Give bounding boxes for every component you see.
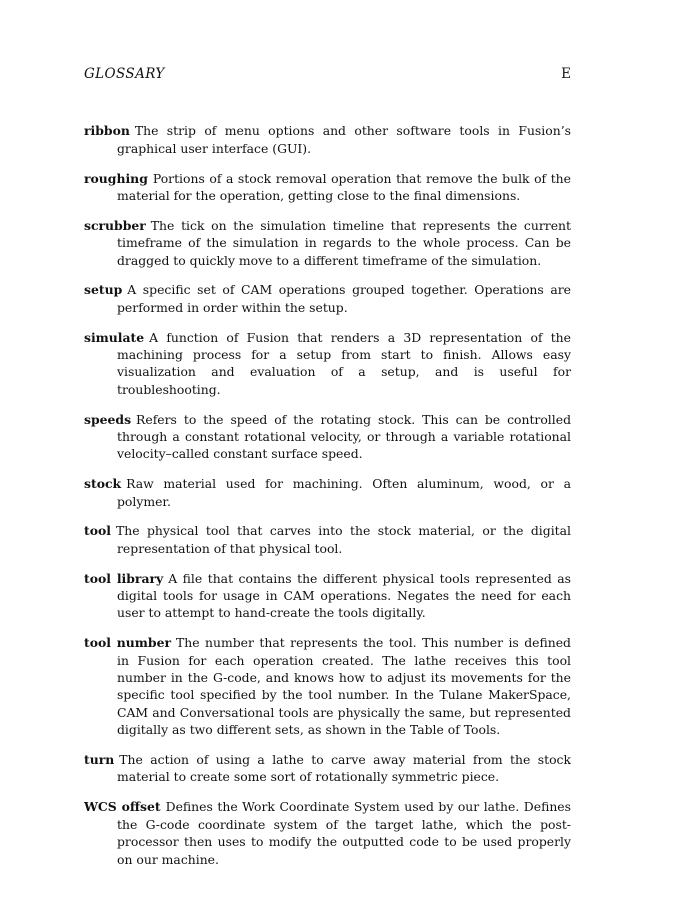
glossary-term: tool library	[84, 570, 164, 586]
glossary-definition: Refers to the speed of the rotating stock. This can be controlled through a constant rotational velocity, or through a variable rotational velocity–called constant surface speed.	[117, 411, 571, 462]
glossary-entry-ribbon	[84, 122, 571, 157]
glossary-definition: Raw material used for machining. Often aluminum, wood, or a polymer.	[117, 476, 571, 509]
glossary-entry-speeds	[84, 411, 571, 463]
glossary-term: tool	[84, 523, 111, 539]
glossary-entry-scrubber	[84, 217, 571, 269]
glossary-entry-simulate	[84, 329, 571, 399]
glossary-entry-tool-number	[84, 634, 571, 738]
glossary-term: speeds	[84, 411, 132, 427]
glossary-definition: Defines the Work Coordinate System used by our lathe. Defines the G-code coordinate system of the target lathe, which the post-processor then uses to modify the outputted code to be used properly on our machine.	[117, 799, 572, 867]
page-letter: E	[561, 66, 571, 82]
glossary-definition: A file that contains the different physical tools represented as digital tools for usage in CAM operations. Negates the need for each user to attempt to hand-create the tools digitally.	[117, 570, 571, 621]
glossary-definition: A function of Fusion that renders a 3D representation of the machining process for a setup from start to finish. Allows easy visualization and evaluation of a setup, and is useful for troubleshooting.	[117, 329, 571, 397]
glossary-definition: The action of using a lathe to carve away material from the stock material to create some sort of rotationally symmetric piece.	[117, 752, 571, 785]
glossary-entry-tool	[84, 522, 571, 557]
glossary-definition: The strip of menu options and other software tools in Fusion’s graphical user interface (GUI).	[117, 123, 571, 156]
glossary-term: turn	[84, 752, 115, 768]
glossary-entry-roughing	[84, 170, 571, 205]
glossary-term: setup	[84, 282, 123, 298]
glossary-definition: The physical tool that carves into the stock material, or the digital representation of that physical tool.	[115, 523, 571, 556]
glossary-term: tool number	[84, 635, 171, 651]
glossary-entry-turn	[84, 751, 571, 786]
running-header	[84, 66, 571, 86]
glossary-definition: A specific set of CAM operations grouped together. Operations are performed in order within the setup.	[117, 282, 571, 315]
glossary-term: WCS offset	[84, 799, 161, 815]
glossary-entry-setup	[84, 281, 571, 316]
glossary-entry-tool-library	[84, 570, 571, 622]
glossary-term: ribbon	[84, 123, 130, 139]
glossary-term: stock	[84, 476, 122, 492]
glossary-list	[84, 110, 571, 877]
section-title: GLOSSARY	[84, 66, 165, 82]
glossary-term: simulate	[84, 329, 145, 345]
glossary-entry-stock	[84, 475, 571, 510]
glossary-definition: Portions of a stock removal operation that remove the bulk of the material for the operation, getting close to the final dimensions.	[117, 170, 571, 203]
glossary-entry-wcs-offset	[84, 798, 571, 868]
glossary-definition: The tick on the simulation timeline that represents the current timeframe of the simulation in regards to the whole process. Can be dragged to quickly move to a different timeframe of the simulation.	[117, 217, 571, 268]
glossary-term: roughing	[84, 170, 148, 186]
glossary-term: scrubber	[84, 217, 146, 233]
glossary-definition: The number that represents the tool. This number is defined in Fusion for each operation created. The lathe receives this tool number in the G-code, and knows how to adjust its movements for the specific tool specified by the tool number. In the Tulane MakerSpace, CAM and Conversational tools are physically the same, but represented digitally as two different sets, as shown in the Table of Tools.	[117, 635, 571, 738]
